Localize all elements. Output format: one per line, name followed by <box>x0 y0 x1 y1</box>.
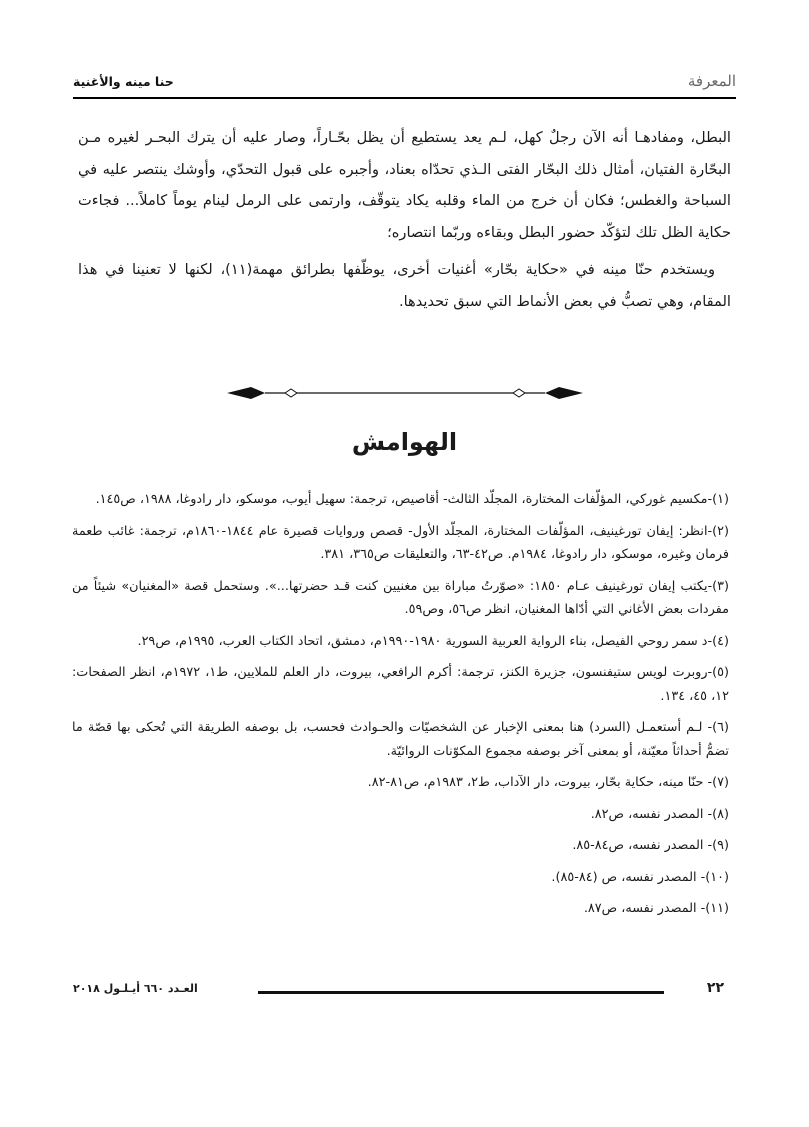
body-paragraph: ويستخدم حنّا مينه في «حكاية بحّار» أغنيات أخرى، يوظّفها بطرائق مهمة(١١)، لكنها لا تعنينا في هذا المقام، وهي تصبُّ في بعض الأنماط التي سبق تحديدها. <box>78 261 731 310</box>
footnote-item: (١)-مكسيم غوركي، المؤلّفات المختارة، المجلّد الثالث- أقاصيص، ترجمة: سهيل أيوب، موسكو، دار رادوغا، ١٩٨٨، ص١٤٥. <box>95 492 729 507</box>
body-paragraph: البطل، ومفادهـا أنه الآن رجلٌ كهل، لـم يعد يستطيع أن يظل بحّـاراً، وصار عليه أن يترك البحـر لغيره مـن البحّارة الفتيان، أمثال ذلك البحّار الفتى الـذي تحدّاه بعناد، وأجبره على قبول التحدّي، وأوشك ينتصر عليه في السباحة والغطس؛ فكان أن خرج من الماء وقلبه يكاد يتوقّف، وارتمى على الرمل لينام يوماً كاملاً... فجاءت حكاية الظل تلك لتؤكّد حضور البطل وبقاءه وربّما انتصاره؛ <box>78 129 731 241</box>
footnote-item: (٦)- لـم أستعمـل (السرد) هنا بمعنى الإخبار عن الشخصيّات والحـوادث فحسب، بل بوصفه الطريقة التي تُحكى بها قصّة ما تضمُّ أحداثاً معيّنة، أو بمعنى آخر بوصفه مجموع المكوّنات الروائيّة. <box>72 720 729 759</box>
page-footer <box>73 980 724 1004</box>
footnote-item: (٣)-يكتب إيفان تورغينيف عـام ١٨٥٠: «صوّرتُ مباراة بين مغنيين كنت قـد حضرتها...». وستحمل قصة «المغنيان» شيئاً من مفردات بعض الأغاني التي أدّاها المغنيان، انظر ص٥٦، وص٥٩. <box>72 578 729 617</box>
article-body <box>78 122 731 317</box>
page-header <box>73 68 736 98</box>
magazine-logo: المعرفة <box>687 72 736 90</box>
footnote-item: (٨)- المصدر نفسه، ص٨٢. <box>590 806 729 822</box>
footnote-item: (٧)- حنّا مينه، حكاية بحّار، بيروت، دار الآداب، ط٢، ١٩٨٣م، ص٨١-٨٢. <box>367 775 729 790</box>
footnote-item: (١١)- المصدر نفسه، ص٨٧. <box>583 901 729 916</box>
running-title: حنا مينه والأغنية <box>73 74 174 89</box>
issue-info: العـدد ٦٦٠ أيـلـول ٢٠١٨ <box>73 982 198 995</box>
footnote-item: (١٠)- المصدر نفسه، ص (٨٤-٨٥). <box>551 869 729 885</box>
notes-heading: الهوامش <box>351 428 458 456</box>
page-number: ٢٢ <box>706 980 724 996</box>
footnote-item: (٩)- المصدر نفسه، ص٨٤-٨٥. <box>572 838 729 853</box>
footnote-item: (٥)-روبرت لويس ستيفنسون، جزيرة الكنز، ترجمة: أكرم الرافعي، بيروت، دار العلم للملايين، ط١، ١٩٧٢م، انظر الصفحات: ١٢، ٤٥، ١٣٤. <box>72 665 729 704</box>
footnote-item: (٤)-د سمر روحي الفيصل، بناء الرواية العربية السورية ١٩٨٠-١٩٩٠م، دمشق، اتحاد الكتاب العرب، ١٩٩٥م، ص٢٩. <box>137 633 729 649</box>
header-rule <box>73 97 736 99</box>
footnote-item: (٢)-انظر: إيفان تورغينيف، المؤلّفات المختارة، المجلّد الأول- قصص وروايات قصيرة عام ١٨٤٤-١٨٦٠م، ترجمة: غائب طعمة فرمان وغيره، موسكو، دار رادوغا، ١٩٨٤م. ص٤٢-٦٣، والتعليقات ص٣٦٥، ٣٨١. <box>72 523 729 562</box>
footnotes-list <box>72 488 729 929</box>
footer-rule <box>258 991 664 994</box>
ornamental-divider <box>225 382 585 404</box>
